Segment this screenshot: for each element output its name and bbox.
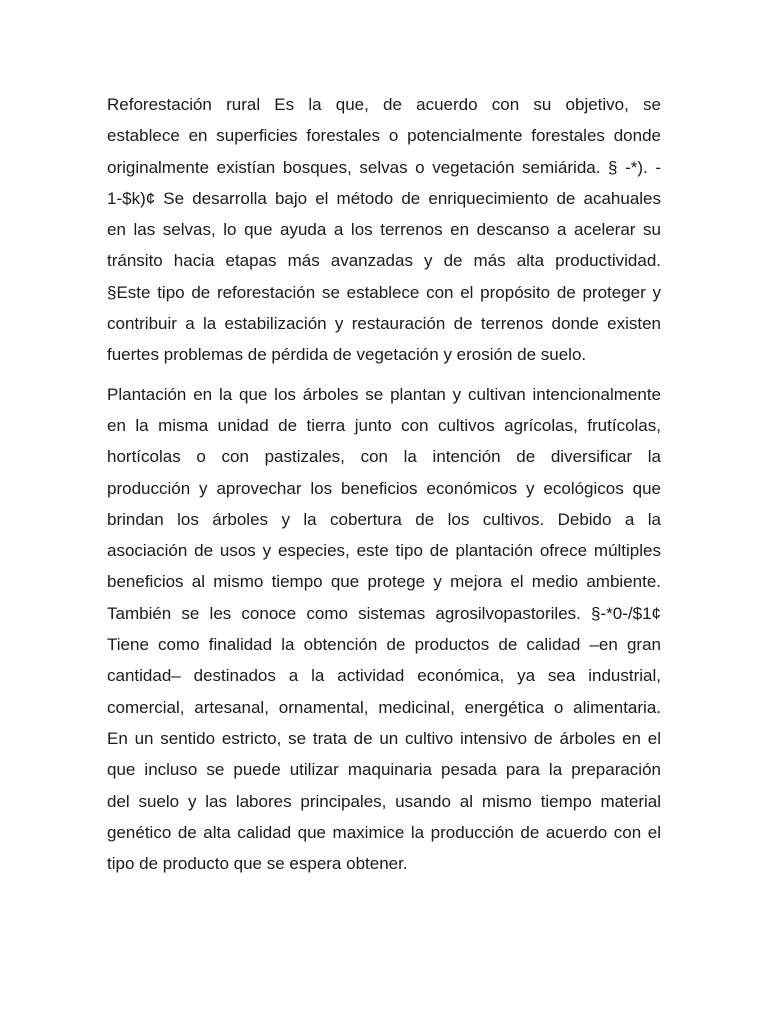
- text-line: brindan los árboles y la cobertura de los cultivos. Debido a la: [107, 509, 661, 529]
- text-line: 1-$k)¢ Se desarrolla bajo el método de enriquecimiento de acahuales: [107, 188, 661, 208]
- text-line: establece en superficies forestales o potencialmente forestales donde: [107, 126, 661, 146]
- text-line: beneficios al mismo tiempo que protege y mejora el medio ambiente.: [107, 572, 661, 592]
- paragraph-reforestacion-rural: [107, 89, 661, 371]
- text-line: que incluso se puede utilizar maquinaria pesada para la preparación: [107, 760, 661, 780]
- text-line: asociación de usos y especies, este tipo de plantación ofrece múltiples: [107, 541, 661, 561]
- text-line: En un sentido estricto, se trata de un cultivo intensivo de árboles en el: [107, 728, 661, 748]
- text-line: fuertes problemas de pérdida de vegetación y erosión de suelo.: [107, 345, 587, 365]
- text-line: en la misma unidad de tierra junto con cultivos agrícolas, frutícolas,: [107, 415, 661, 435]
- text-line: producción y aprovechar los beneficios económicos y ecológicos que: [107, 478, 661, 498]
- text-line: tipo de producto que se espera obtener.: [107, 854, 408, 874]
- text-line: Plantación en la que los árboles se plantan y cultivan intencionalmente: [107, 384, 661, 404]
- text-line: §Este tipo de reforestación se establece con el propósito de proteger y: [107, 282, 661, 302]
- text-line: comercial, artesanal, ornamental, medicinal, energética o alimentaria.: [107, 697, 661, 717]
- text-line: Reforestación rural Es la que, de acuerdo con su objetivo, se: [107, 95, 661, 114]
- text-line: genético de alta calidad que maximice la producción de acuerdo con el: [107, 822, 661, 842]
- text-line: originalmente existían bosques, selvas o vegetación semiárida. § -*). -: [107, 157, 661, 177]
- text-line: contribuir a la estabilización y restauración de terrenos donde existen: [107, 314, 661, 334]
- text-line: Tiene como finalidad la obtención de productos de calidad –en gran: [107, 635, 661, 655]
- text-line: cantidad– destinados a la actividad económica, ya sea industrial,: [107, 666, 661, 686]
- text-line: hortícolas o con pastizales, con la intención de diversificar la: [107, 447, 661, 467]
- text-line: en las selvas, lo que ayuda a los terrenos en descanso a acelerar su: [107, 220, 661, 240]
- text-line: tránsito hacia etapas más avanzadas y de más alta productividad.: [107, 251, 661, 271]
- text-line: del suelo y las labores principales, usando al mismo tiempo material: [107, 791, 661, 811]
- text-line: También se les conoce como sistemas agrosilvopastoriles. §-*0-/$1¢: [107, 603, 661, 623]
- paragraph-plantacion: [107, 379, 661, 880]
- document-page: [107, 89, 661, 879]
